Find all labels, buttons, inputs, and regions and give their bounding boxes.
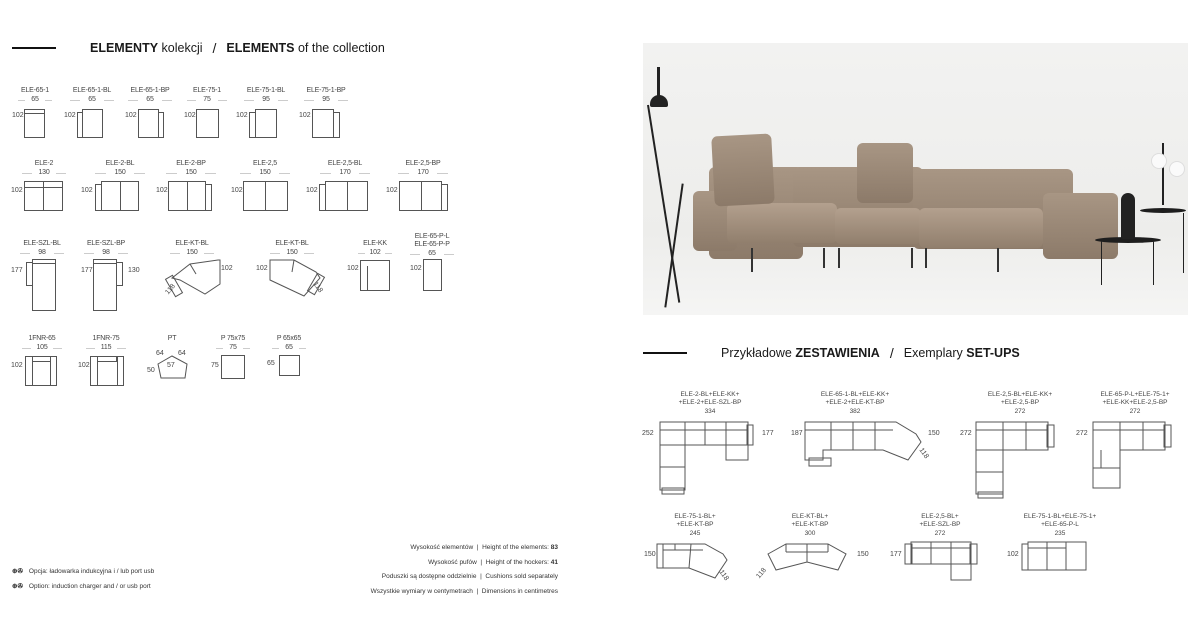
element-card (398, 160, 448, 178)
element-name: ELE-75-1-BL (246, 87, 286, 94)
element-shape (93, 259, 117, 311)
pouf-height: 50 (147, 367, 155, 374)
note-line (12, 565, 154, 580)
sofa-leg (838, 248, 840, 268)
element-shape (196, 109, 219, 138)
setup-diagram (903, 540, 983, 585)
seat-divider (43, 181, 44, 211)
element-card (128, 87, 172, 105)
corner-module-shape (266, 256, 332, 306)
heading-en-rest: of the collection (294, 41, 385, 55)
arm-line (32, 356, 33, 386)
sofa-leg (911, 248, 913, 268)
element-shape (221, 355, 245, 379)
pouf-side-b: 64 (178, 350, 186, 357)
setup-card (805, 391, 905, 416)
setup-card (900, 513, 980, 538)
heading-en-bold: SET-UPS (966, 346, 1020, 360)
element-height: 177 (81, 267, 93, 274)
sofa-seat-cushion (919, 208, 1043, 248)
side-table-leg (1101, 241, 1102, 285)
heading-pl-rest: kolekcji (158, 41, 203, 55)
element-backrest (32, 356, 51, 362)
element-card (244, 87, 288, 105)
element-width: 102 (358, 248, 392, 258)
setup-width: 300 (804, 530, 816, 537)
element-height: 102 (11, 362, 23, 369)
note-en: Height of the hockers: (485, 558, 549, 566)
note-line: Poduszki są dostępne oddzielnie | Cushions sold separately (381, 573, 558, 580)
element-width: 150 (95, 168, 145, 178)
element-card (320, 160, 370, 178)
seat-divider (347, 181, 348, 211)
sofa-headrest-cushion (711, 133, 775, 206)
table-lamp-globe (1151, 153, 1167, 169)
setup-line1: ELE-KT-BL+ (791, 513, 829, 520)
setup-height-2: 177 (762, 430, 774, 437)
table-lamp-globe (1169, 161, 1185, 177)
element-shape (138, 109, 159, 138)
setup-card (1090, 391, 1180, 416)
setup-line2: +ELE-65-P-L (1041, 521, 1079, 528)
dimension-notes (371, 541, 558, 599)
element-height-2: 130 (128, 267, 140, 274)
sculpture-head (1121, 193, 1135, 239)
element-backrest (24, 109, 45, 114)
side-table-leg (1183, 213, 1184, 273)
element-width: 75 (187, 95, 227, 105)
element-height: 75 (211, 362, 219, 369)
element-card (166, 160, 216, 178)
element-width: 65 (18, 95, 52, 105)
setup-line1: ELE-75-1-BL+ELE-75-1+ (1023, 513, 1097, 520)
element-width: 170 (320, 168, 370, 178)
element-height: 102 (231, 187, 243, 194)
element-card (410, 233, 454, 259)
element-name: ELE-65-1 (21, 87, 49, 94)
element-width: 98 (20, 248, 64, 258)
element-name: ELE-75-1-BP (306, 87, 346, 94)
element-card (216, 335, 250, 353)
note-line: Wysokość pufów | Height of the hockers: 41 (428, 558, 558, 566)
element-card (160, 335, 184, 343)
note-en: Cushions sold separately (485, 573, 558, 580)
element-width: 150 (166, 168, 216, 178)
element-card (272, 335, 306, 353)
setup-diagram (760, 538, 855, 583)
sofa-seat-cushion (835, 208, 921, 244)
setup-height: 102 (1007, 551, 1019, 558)
setup-diagram (1020, 540, 1090, 575)
note-pl: Wysokość elementów (410, 544, 474, 551)
seat-divider (421, 181, 422, 211)
charger-usb-icon: ⊕✇ (12, 582, 23, 590)
setup-card (770, 513, 850, 538)
setup-line2: +ELE-KK+ELE-2,5-BP (1102, 399, 1168, 406)
setup-width: 272 (1129, 408, 1141, 415)
element-width: 150 (240, 168, 290, 178)
element-backrest (32, 259, 56, 264)
element-height: 102 (236, 112, 248, 119)
setup-width: 235 (1054, 530, 1066, 537)
element-shape (279, 355, 300, 376)
element-height: 102 (11, 187, 23, 194)
setup-line1: ELE-65-1-BL+ELE-KK+ (820, 391, 890, 398)
heading-en-bold: ELEMENTS (226, 41, 295, 55)
element-name: ELE-2-BP (176, 160, 206, 167)
element-width: 115 (86, 343, 126, 353)
element-diagonal: 118 (311, 280, 324, 295)
element-height: 102 (221, 265, 233, 272)
element-shape (360, 260, 390, 291)
element-width: 150 (270, 248, 314, 258)
element-card (20, 240, 64, 258)
arm-line (97, 356, 98, 386)
element-card (86, 335, 126, 353)
element-width: 95 (244, 95, 288, 105)
setup-line1: ELE-2,5-BL+ (921, 513, 959, 520)
corner-module-shape (160, 256, 242, 306)
setup-line2: +ELE-SZL-BP (919, 521, 961, 528)
element-name: ELE-65-1-BL (72, 87, 112, 94)
pouf-depth: 57 (167, 362, 175, 369)
element-height: 102 (78, 362, 90, 369)
note-value: 83 (550, 544, 558, 551)
setup-width: 382 (849, 408, 861, 415)
element-height: 102 (410, 265, 422, 272)
heading-pl-bold: ZESTAWIENIA (795, 346, 880, 360)
element-card (358, 240, 392, 258)
element-card (18, 87, 52, 105)
element-width: 65 (70, 95, 114, 105)
element-name: ELE-KT-BL (275, 240, 309, 247)
heading-rule (12, 47, 56, 49)
pouf-side-a: 64 (156, 350, 164, 357)
element-name: ELE-KT-BL (175, 240, 209, 247)
element-armrest (116, 262, 123, 286)
element-width: 95 (304, 95, 348, 105)
element-shape (82, 109, 103, 138)
element-name: ELE-2,5-BP (405, 160, 441, 167)
element-height: 102 (386, 187, 398, 194)
element-shape (423, 259, 442, 291)
element-width: 65 (272, 343, 306, 353)
setup-height: 150 (857, 551, 869, 558)
setup-line1: ELE-65-P-L+ELE-75-1+ (1100, 391, 1170, 398)
note-pl: Wysokość pufów (428, 558, 477, 566)
element-name: ELE-2-BL (105, 160, 135, 167)
setup-width: 272 (934, 530, 946, 537)
seat-divider (265, 181, 266, 211)
sofa-armrest-right (1043, 193, 1118, 259)
element-name: 1FNR-65 (28, 335, 56, 342)
element-name: ELE-75-1 (193, 87, 221, 94)
element-backrest (97, 356, 117, 362)
setup-line2: +ELE-KT-BP (676, 521, 714, 528)
element-name: P 75x75 (220, 335, 246, 342)
element-name: ELE-2 (34, 160, 54, 167)
element-height: 102 (81, 187, 93, 194)
element-name: ELE-65-1-BP (130, 87, 170, 94)
element-name: ELE-65-P-L (414, 233, 450, 240)
element-width: 130 (22, 168, 66, 178)
setup-diagram (1091, 420, 1176, 495)
element-card (22, 160, 66, 178)
element-name: 1FNR-75 (92, 335, 120, 342)
element-width: 65 (128, 95, 172, 105)
element-name: ELE-KK (363, 240, 387, 247)
element-height: 102 (306, 187, 318, 194)
setup-line1: ELE-2,5-BL+ELE-KK+ (987, 391, 1053, 398)
element-shape (312, 109, 334, 138)
charger-usb-icon: ⊕✇ (12, 568, 23, 575)
heading-separator: / (889, 345, 894, 361)
element-backrest (93, 259, 117, 264)
element-height: 102 (299, 112, 311, 119)
note-line: Wysokość elementów | Height of the elements: 83 (410, 544, 558, 551)
element-shape (32, 259, 56, 311)
element-width: 105 (22, 343, 62, 353)
element-height: 102 (256, 265, 268, 272)
element-card (187, 87, 227, 105)
note-pl: Poduszki są dostępne oddzielnie (381, 573, 477, 580)
lamp-shade (650, 95, 668, 107)
sofa-headrest-cushion (857, 143, 913, 203)
seat-divider (187, 181, 188, 211)
note-value: 41 (550, 558, 558, 566)
element-width: 170 (398, 168, 448, 178)
element-height: 102 (12, 112, 24, 119)
setup-diagram (803, 420, 928, 472)
setup-diagonal: 118 (717, 568, 730, 583)
arm-line (117, 356, 118, 386)
element-card (22, 335, 62, 353)
table-lamp-stem (1162, 143, 1164, 205)
element-height: 102 (125, 112, 137, 119)
setup-height: 150 (644, 551, 656, 558)
setup-height-2: 150 (928, 430, 940, 437)
setup-diagonal: 118 (755, 566, 768, 581)
lamp-leg (664, 183, 683, 307)
setup-height: 187 (791, 430, 803, 437)
element-shape (255, 109, 277, 138)
setup-diagram (658, 420, 758, 495)
options-notes (12, 565, 154, 594)
arm-line (50, 356, 51, 386)
note-line (12, 580, 154, 595)
setup-card (1015, 513, 1105, 538)
element-width: 98 (84, 248, 128, 258)
sofa-seat-cushion (727, 203, 837, 243)
setup-line2: +ELE-2,5-BP (1000, 399, 1040, 406)
setup-card (660, 391, 760, 416)
setup-line2: +ELE-KT-BP (791, 521, 829, 528)
note-en: Height of the elements: (482, 544, 549, 551)
heading-rule (643, 352, 687, 354)
setup-card (655, 513, 735, 538)
note-line: Wszystkie wymiary w centymetrach | Dimensions in centimetres (370, 587, 558, 595)
setup-line2: +ELE-2+ELE-SZL-BP (678, 399, 742, 406)
element-name-2: ELE-65-P-P (414, 241, 450, 248)
setup-height: 177 (890, 551, 902, 558)
element-height: 102 (156, 187, 168, 194)
element-armrest (441, 184, 448, 211)
element-name: PT (167, 335, 177, 342)
heading-pl-rest: Przykładowe (721, 346, 796, 360)
element-height: 102 (184, 112, 196, 119)
elements-heading (12, 40, 385, 56)
element-card (84, 240, 128, 258)
setup-height: 252 (642, 430, 654, 437)
element-width: 65 (410, 249, 454, 259)
heading-pl-bold: ELEMENTY (90, 41, 159, 55)
setup-line1: ELE-75-1-BL+ (674, 513, 716, 520)
element-name: ELE-SZL-BP (86, 240, 126, 247)
element-diagonal: 118 (164, 282, 177, 297)
setup-width: 334 (704, 408, 716, 415)
lamp-pole (647, 105, 680, 303)
sofa-leg (823, 248, 825, 268)
heading-separator: / (212, 40, 217, 56)
setup-line1: ELE-2-BL+ELE-KK+ (680, 391, 740, 398)
setup-width: 245 (689, 530, 701, 537)
element-name: ELE-2,5 (253, 160, 277, 167)
setup-diagram (655, 540, 730, 588)
setup-height: 272 (960, 430, 972, 437)
note-en: Dimensions in centimetres (481, 587, 558, 595)
sofa-photo (643, 43, 1188, 315)
note-pl: Wszystkie wymiary w centymetrach (370, 587, 473, 595)
element-width: 150 (170, 248, 214, 258)
sofa-leg (751, 248, 753, 272)
element-height: 177 (11, 267, 23, 274)
element-armrest (205, 184, 212, 211)
element-name: ELE-SZL-BL (23, 240, 61, 247)
setup-card (975, 391, 1065, 416)
setup-diagonal: 118 (917, 446, 930, 461)
side-table-top (1140, 208, 1186, 213)
setups-heading (643, 345, 1020, 361)
element-card (70, 87, 114, 105)
side-table-leg (1153, 241, 1154, 285)
element-height: 65 (267, 360, 275, 367)
sofa-leg (925, 248, 927, 268)
element-card (95, 160, 145, 178)
sofa-leg (997, 248, 999, 272)
element-name: P 65x65 (276, 335, 302, 342)
element-card (240, 160, 290, 178)
setup-height: 272 (1076, 430, 1088, 437)
setup-diagram (974, 420, 1059, 500)
heading-en-rest: Exemplary (903, 346, 967, 360)
element-armrest (158, 112, 164, 138)
element-height: 102 (64, 112, 76, 119)
seat-divider (367, 266, 368, 291)
element-armrest (333, 112, 340, 138)
setup-line2: +ELE-2+ELE-KT-BP (825, 399, 885, 406)
setup-width: 272 (1014, 408, 1026, 415)
element-name: ELE-2,5-BL (327, 160, 363, 167)
note-text: Opcja: ładowarka indukcyjna i / lub port usb (28, 568, 155, 575)
note-text: Option: induction charger and / or usb port (28, 582, 151, 590)
seat-divider (120, 181, 121, 211)
element-height: 102 (347, 265, 359, 272)
element-card (304, 87, 348, 105)
element-width: 75 (216, 343, 250, 353)
